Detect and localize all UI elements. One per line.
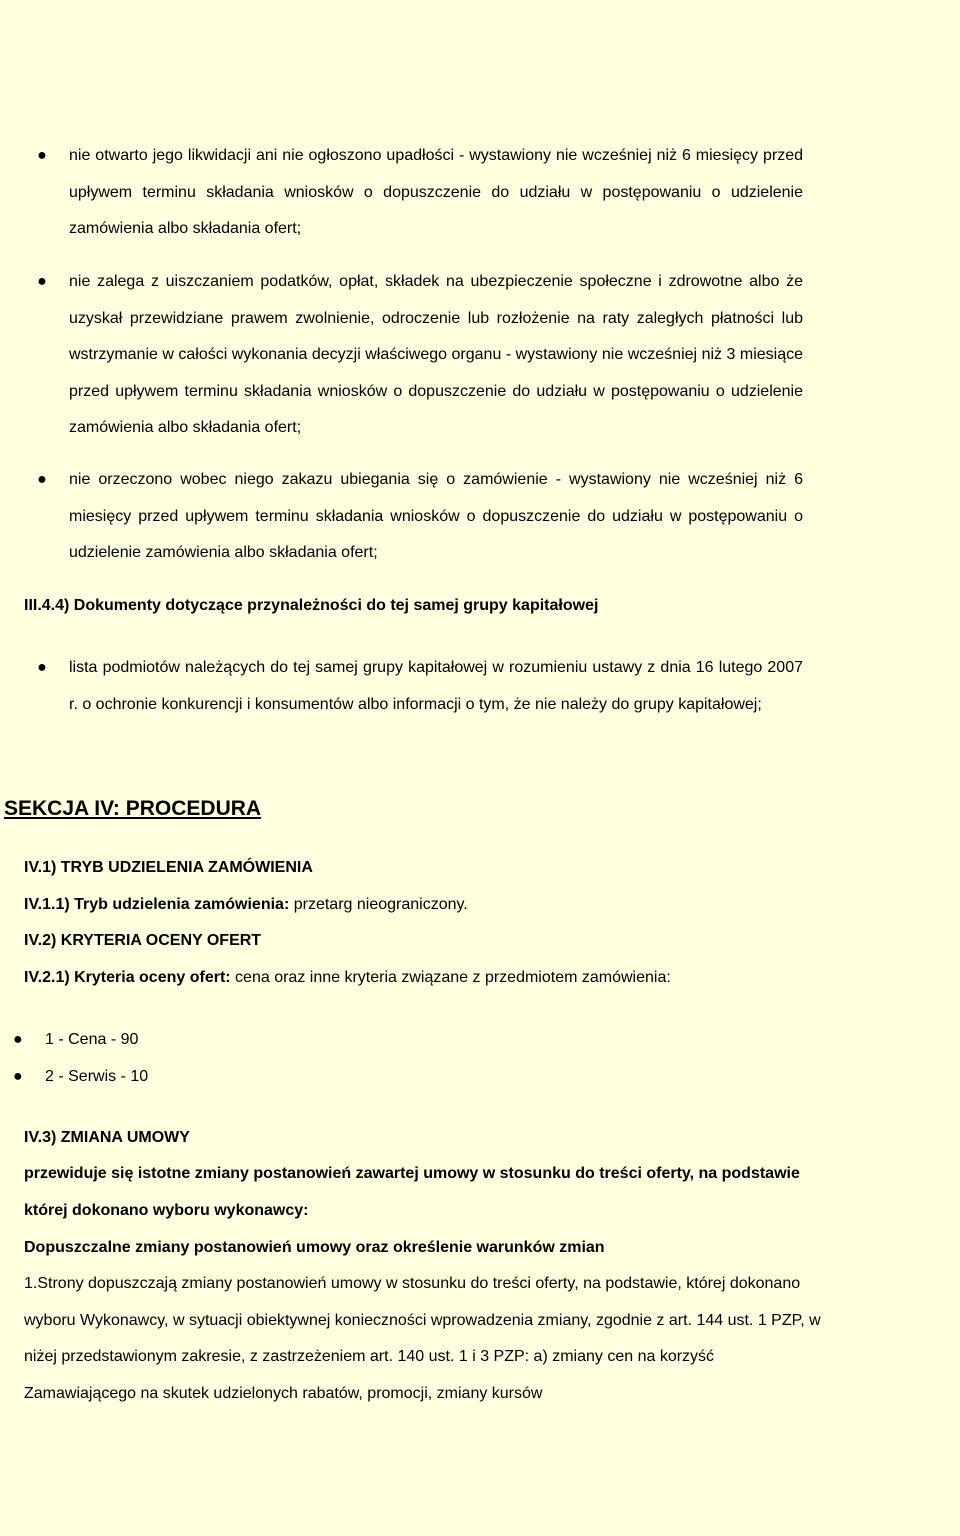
list-item — [37, 264, 803, 447]
bullet-icon: ● — [37, 471, 47, 488]
bullet-icon: ● — [37, 147, 47, 164]
criteria-text: 2 - Serwis - 10 — [45, 1068, 149, 1085]
heading-iv-3: IV.3) ZMIANA UMOWY — [24, 1129, 190, 1146]
bullet-icon: ● — [37, 273, 47, 290]
iv3-bold-paragraph: przewiduje się istotne zmiany postanowień zawartej umowy w stosunku do treści oferty, na podstawie której dokonano wyboru wykonawcy: — [24, 1165, 800, 1219]
bullet-icon: ● — [13, 1068, 23, 1085]
criteria-item — [13, 1067, 149, 1087]
list-item-text: nie otwarto jego likwidacji ani nie ogłoszono upadłości - wystawiony nie wcześniej niż 6 miesięcy przed upływem terminu składania wniosków o dopuszczenie do udziału w postępowaniu o udzielenie zamówienia albo składania ofert; — [69, 147, 803, 237]
heading-iv-2: IV.2) KRYTERIA OCENY OFERT — [24, 932, 262, 949]
criteria-item — [13, 1030, 139, 1050]
list-item-text: nie orzeczono wobec niego zakazu ubiegania się o zamówienie - wystawiony nie wcześniej niż 6 miesięcy przed upływem terminu składania wniosków o dopuszczenie do udziału w postępowaniu o udzielenie zamówienia albo składania ofert; — [69, 471, 803, 561]
list-item-text: nie zalega z uiszczaniem podatków, opłat, składek na ubezpieczenie społeczne i zdrowotne albo że uzyskał przewidziane prawem zwolnienie, odroczenie lub rozłożenie na raty zaległych płatności lub wstrzymanie w całości wykonania decyzji właściwego organu - wystawiony nie wcześniej niż 3 miesiące przed upływem terminu składania wniosków o dopuszczenie do udziału w postępowaniu o udzielenie zamówienia albo składania ofert; — [69, 273, 803, 436]
list-item — [37, 138, 803, 248]
bullet-icon: ● — [37, 659, 47, 676]
list-item — [37, 650, 803, 723]
label-iv-2-1: IV.2.1) Kryteria oceny ofert: — [24, 969, 231, 986]
value-iv-1-1: przetarg nieograniczony. — [289, 896, 468, 913]
iv3-subheading: Dopuszczalne zmiany postanowień umowy oraz określenie warunków zmian — [24, 1239, 605, 1256]
label-iv-1-1: IV.1.1) Tryb udzielenia zamówienia: — [24, 896, 290, 913]
list-item-text: lista podmiotów należących do tej samej grupy kapitałowej w rozumieniu ustawy z dnia 16 lutego 2007 r. o ochronie konkurencji i konsumentów albo informacji o tym, że nie należy do grupy kapitałowej; — [69, 659, 803, 713]
row-iv-1-1 — [24, 895, 468, 915]
heading-iii-4-4: III.4.4) Dokumenty dotyczące przynależności do tej samej grupy kapitałowej — [24, 597, 599, 614]
value-iv-2-1: cena oraz inne kryteria związane z przedmiotem zamówienia: — [230, 969, 671, 986]
section-title: SEKCJA IV: PROCEDURA — [4, 797, 262, 820]
bullet-icon: ● — [13, 1031, 23, 1048]
iv3-paragraph: 1.Strony dopuszczają zmiany postanowień umowy w stosunku do treści oferty, na podstawie, której dokonano wyboru Wykonawcy, w sytuacji obiektywnej konieczności wprowadzenia zmiany, zgodnie z art. 144 ust. 1 PZP, w niżej przedstawionym zakresie, z zastrzeżeniem art. 140 ust. 1 i 3 PZP: a) zmiany cen na korzyść Zamawiającego na skutek udzielonych rabatów, promocji, zmiany kursów — [24, 1275, 821, 1402]
row-iv-2-1 — [24, 968, 671, 988]
heading-iv-1: IV.1) TRYB UDZIELENIA ZAMÓWIENIA — [24, 859, 313, 876]
list-item — [37, 462, 803, 572]
criteria-text: 1 - Cena - 90 — [45, 1031, 139, 1048]
